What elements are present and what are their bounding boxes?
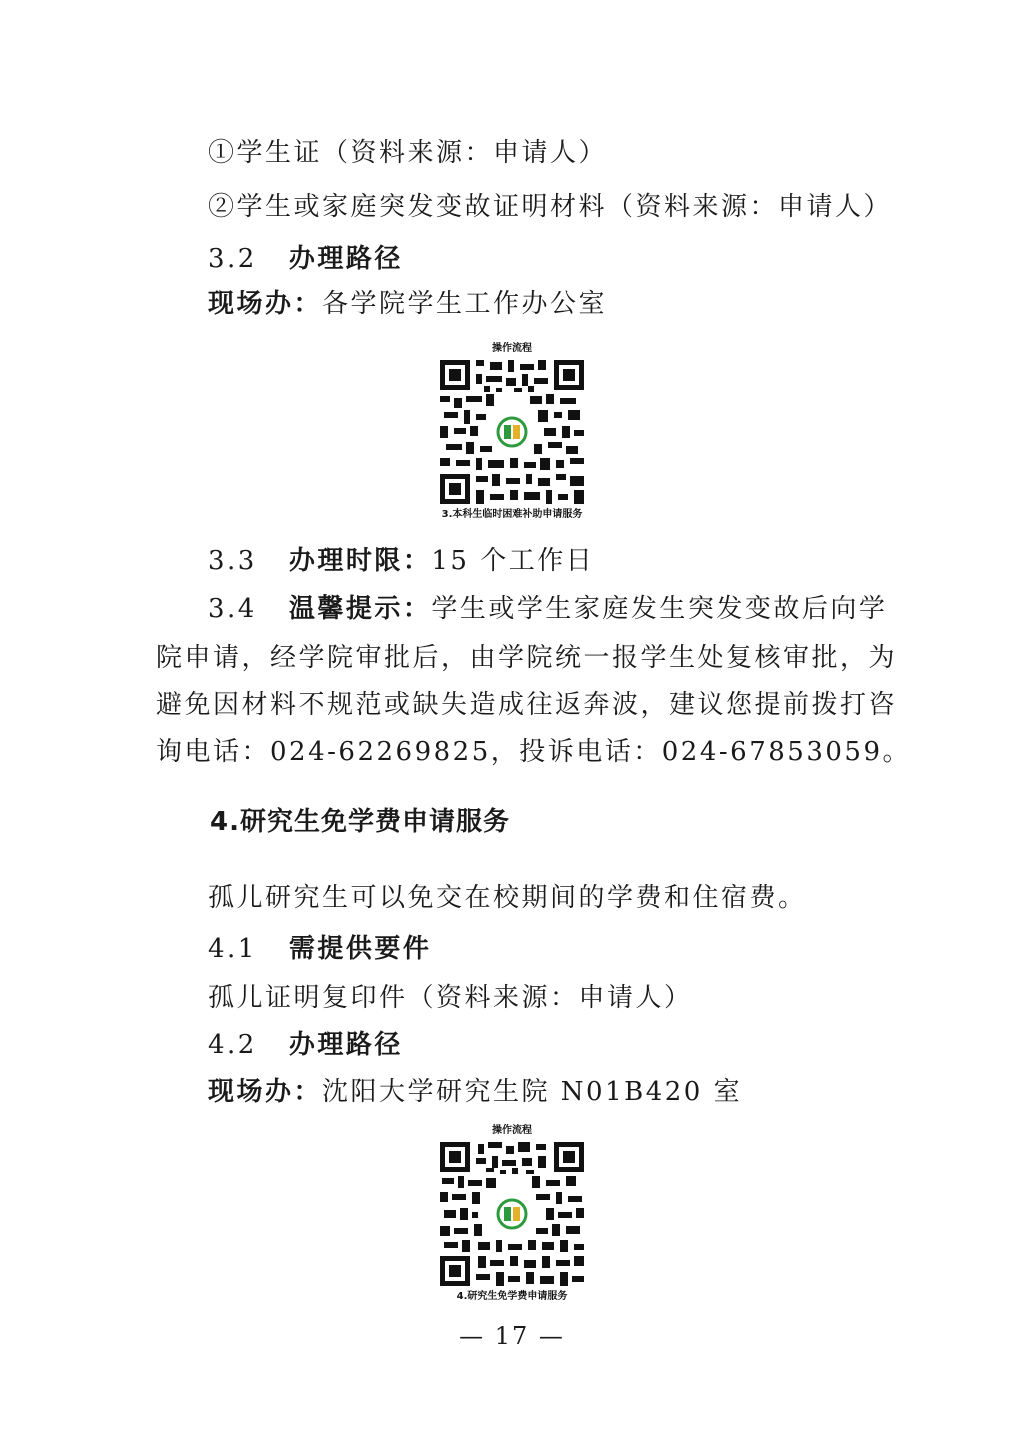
section-3-3 xyxy=(208,546,594,576)
tip-text-line-2: 院申请，经学院审批后，由学院统一报学生处复核审批，为 xyxy=(156,643,898,673)
section-title: 温馨提示： xyxy=(288,594,432,624)
item-student-id: ①学生证（资料来源：申请人） xyxy=(208,138,608,168)
qr-top-caption: 操作流程 xyxy=(492,343,532,354)
section-title: 需提供要件 xyxy=(288,934,432,964)
section-3-4 xyxy=(208,594,887,624)
section-number: 4.2 xyxy=(208,1030,257,1060)
onsite-label: 现场办： xyxy=(208,289,323,319)
section-4-1 xyxy=(208,934,431,964)
section-number: 3.4 xyxy=(208,594,257,624)
qr-top-caption: 操作流程 xyxy=(492,1125,532,1136)
section-title: 办理时限： xyxy=(288,546,432,576)
qr-code-icon xyxy=(440,1142,584,1286)
section-3-2 xyxy=(208,244,403,274)
section-title: 办理路径 xyxy=(288,1030,403,1060)
section-number: 3.2 xyxy=(208,244,257,274)
tip-text-line-3: 避免因材料不规范或缺失造成往返奔波，建议您提前拨打咨 xyxy=(156,690,898,720)
tip-text-line-4: 询电话：024-62269825，投诉电话：024-67853059。 xyxy=(156,737,911,767)
onsite-location: 各学院学生工作办公室 xyxy=(322,289,608,319)
qr-bottom-caption: 4.研究生免学费申请服务 xyxy=(456,1291,568,1302)
orphan-intro: 孤儿研究生可以免交在校期间的学费和住宿费。 xyxy=(208,883,807,913)
qr-code-icon xyxy=(440,360,584,504)
section-4-2 xyxy=(208,1030,403,1060)
onsite-office-line xyxy=(208,289,607,319)
qr-block-undergrad-aid xyxy=(412,342,612,522)
item-family-emergency-proof: ②学生或家庭突发变故证明材料（资料来源：申请人） xyxy=(208,192,893,222)
section-title: 办理路径 xyxy=(288,244,403,274)
onsite-office-line-2 xyxy=(208,1077,742,1107)
tip-text: 学生或学生家庭发生突发变故后向学 xyxy=(431,594,888,624)
section-number: 4.1 xyxy=(208,934,257,964)
section-heading-4: 4.研究生免学费申请服务 xyxy=(210,807,510,837)
orphan-certificate-item: 孤儿证明复印件（资料来源：申请人） xyxy=(208,983,693,1013)
qr-block-grad-tuition xyxy=(412,1124,612,1304)
section-number: 3.3 xyxy=(208,546,257,576)
onsite-label: 现场办： xyxy=(208,1077,323,1107)
qr-bottom-caption: 3.本科生临时困难补助申请服务 xyxy=(441,509,583,520)
processing-time: 15 个工作日 xyxy=(431,546,595,576)
page-number: — 17 — xyxy=(459,1322,565,1350)
onsite-location: 沈阳大学研究生院 N01B420 室 xyxy=(322,1077,743,1107)
